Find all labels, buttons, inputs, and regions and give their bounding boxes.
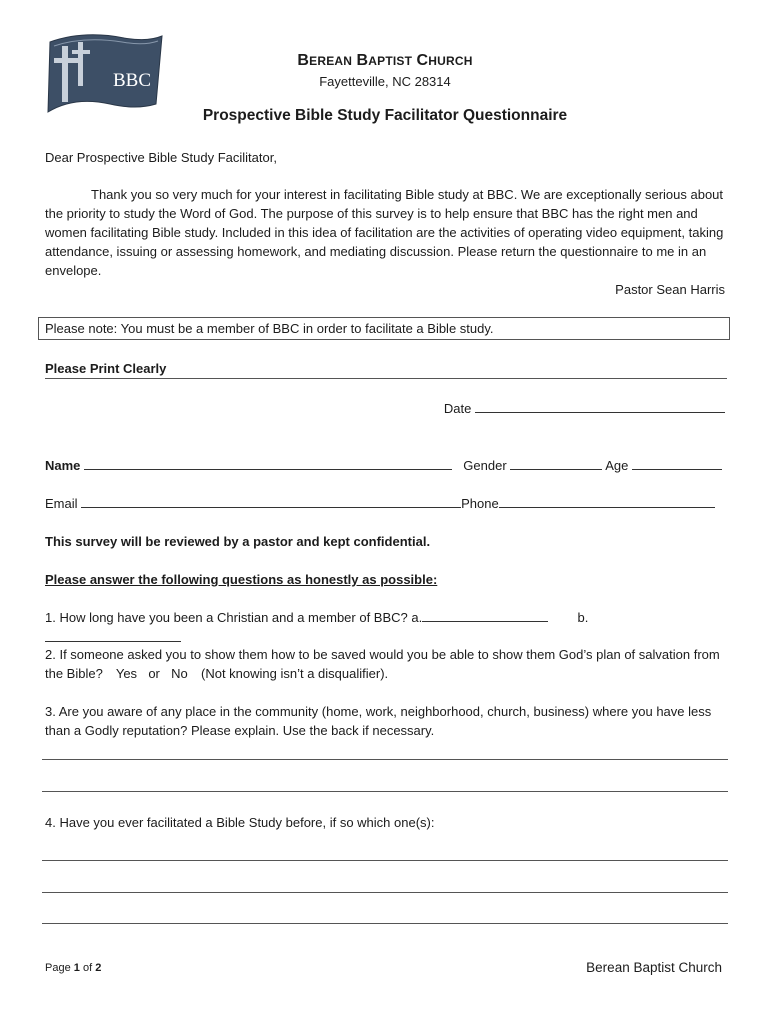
print-clearly-header <box>45 359 727 379</box>
email-field[interactable] <box>81 493 461 508</box>
question-1-text: 1. How long have you been a Christian and a member of BBC? a. <box>45 610 423 625</box>
date-label: Date <box>443 401 472 416</box>
age-field[interactable] <box>632 455 722 470</box>
gender-label: Gender <box>463 458 507 473</box>
question-2-text: 2. If someone asked you to show them how to be saved would you be able to show them God’s plan of salvation from the Bible? <box>45 647 720 681</box>
document-title: Prospective Bible Study Facilitator Questionnaire <box>202 107 568 124</box>
church-name-rest: EREAN <box>309 54 353 68</box>
phone-label: Phone <box>461 496 499 511</box>
question-3-answer-line[interactable] <box>42 759 728 760</box>
bbc-logo-icon <box>44 28 166 116</box>
email-row <box>45 493 727 513</box>
question-2-or: or <box>148 666 160 681</box>
church-name-rest: HURCH <box>428 54 473 68</box>
name-row <box>45 455 727 475</box>
letter-body-text: Thank you so very much for your interest in facilitating Bible study at BBC. We are exceptionally serious about the priority to study the Word of God. The purpose of this survey is to help ensure that BBC has the right men and women facilitating Bible study. Included in this idea of facilitation are the activities of operating video equipment, taking attendance, issuing or assessing homework, and mediating discussion. Please return the questionnaire to me in an envelope. <box>45 187 724 278</box>
name-field[interactable] <box>84 455 452 470</box>
confidential-notice: This survey will be reviewed by a pastor and kept confidential. <box>45 534 431 549</box>
page-current: 1 <box>73 962 80 974</box>
footer-church-name: Berean Baptist Church <box>586 960 722 975</box>
age-label: Age <box>605 458 629 473</box>
membership-note-text: Please note: You must be a member of BBC in order to facilitate a Bible study. <box>45 321 494 336</box>
phone-field[interactable] <box>499 493 715 508</box>
date-row <box>444 398 725 418</box>
question-2-no-option[interactable]: No <box>171 666 188 681</box>
church-city: Fayetteville, NC 28314 <box>319 74 451 89</box>
gender-field[interactable] <box>510 455 602 470</box>
church-name-cap: C <box>416 52 429 69</box>
question-4-answer-line[interactable] <box>42 892 728 893</box>
letter-body <box>45 185 727 280</box>
question-4: 4. Have you ever facilitated a Bible Study before, if so which one(s): <box>45 815 435 830</box>
question-1b-label: b. <box>577 610 589 625</box>
print-clearly-text: Please Print Clearly <box>45 361 167 376</box>
church-name-cap: B <box>356 52 369 69</box>
question-2-note: (Not knowing isn’t a disqualifier). <box>201 666 389 681</box>
page-number <box>45 962 101 974</box>
church-name-cap: B <box>297 52 310 69</box>
question-3-answer-line[interactable] <box>42 791 728 792</box>
question-4-answer-line[interactable] <box>42 923 728 924</box>
question-2-yes-option[interactable]: Yes <box>115 666 138 681</box>
membership-note <box>38 317 730 340</box>
answer-instructions: Please answer the following questions as honestly as possible: <box>45 572 438 587</box>
letter-greeting: Dear Prospective Bible Study Facilitator, <box>45 150 277 165</box>
question-1b-field[interactable] <box>45 627 181 642</box>
church-logo <box>44 28 166 116</box>
page-word: Page <box>45 962 71 974</box>
letter-signature: Pastor Sean Harris <box>615 282 725 297</box>
logo-text: BBC <box>112 70 152 91</box>
question-4-answer-line[interactable] <box>42 860 728 861</box>
church-name-rest: APTIST <box>368 54 413 68</box>
church-name <box>0 52 770 70</box>
question-1 <box>45 607 727 647</box>
date-field[interactable] <box>475 398 725 413</box>
page-total: 2 <box>95 962 102 974</box>
question-1a-field[interactable] <box>422 607 548 622</box>
name-label: Name <box>45 458 81 473</box>
email-label: Email <box>45 496 78 511</box>
question-2 <box>45 645 727 683</box>
page-of: of <box>82 962 93 974</box>
question-3: 3. Are you aware of any place in the community (home, work, neighborhood, church, business) where you have less than a Godly reputation? Please explain. Use the back if necessary. <box>45 704 712 738</box>
